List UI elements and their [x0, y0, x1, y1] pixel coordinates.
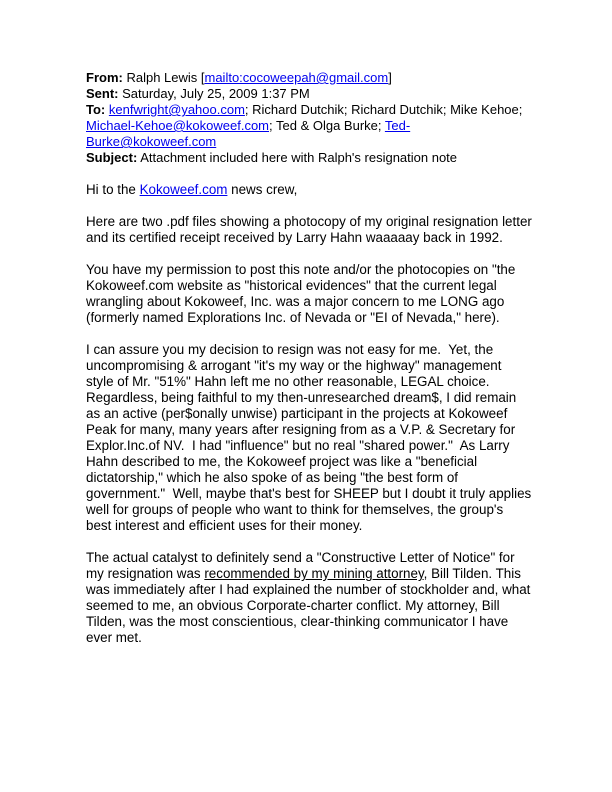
header-field-sent	[86, 86, 532, 102]
text-run: You have my permission to post this note and/or the photocopies on "the Kokoweef.com website as "historical evidences" that the current legal wrangling about Kokoweef, Inc. was a major concern to me LONG ago (formerly named Explorations Inc. of Nevada or "EI of Nevada," here).	[86, 262, 520, 325]
text-run: Saturday, July 25, 2009 1:37 PM	[118, 86, 310, 101]
header-field-from	[86, 70, 532, 86]
text-run: Attachment included here with Ralph's resignation note	[137, 150, 458, 165]
email-link[interactable]: mailto:cocoweepah@gmail.com	[204, 70, 389, 85]
email-paragraph-2	[86, 262, 532, 326]
header-field-label: From:	[86, 70, 123, 85]
text-run: I can assure you my decision to resign was not easy for me. Yet, the uncompromising & arrogant "it's my way or the highway" management style of Mr. "51%" Hahn left me no other reasonable, LEGAL choice. Regardless, being faithful to my then-unresearched dream$, I did remain as an active (per$onally unwise) participant in the projects at Kokoweef Peak for many, many years after resigning from as a V.P. & Secretary for Explor.Inc.of NV. I had "influence" but no real "shared power." As Larry Hahn described to me, the Kokoweef project was like a "beneficial dictatorship," which he also spoke of as being "the best form of government." Well, maybe that's best for SHEEP but I doubt it truly applies well for groups of people who want to think for themselves, the group's best interest and efficient uses for their money.	[86, 342, 535, 533]
email-page	[86, 70, 536, 646]
email-link[interactable]: Michael-Kehoe@kokoweef.com	[86, 118, 270, 133]
header-field-subject	[86, 150, 532, 166]
text-run: , Bill Tilden. This was immediately after I had explained the number of stockholder and, what seemed to me, an obvious Corporate-charter conflict. My attorney, Bill Tilden, was the most conscientious, clear-thinking communicator I have ever met.	[86, 566, 535, 645]
text-run: The actual catalyst to definitely send a "Constructive Letter of Notice" for my resignation was	[86, 550, 519, 581]
text-run: ; Richard Dutchik; Richard Dutchik; Mike Kehoe;	[244, 102, 526, 117]
text-run: ]	[388, 70, 392, 85]
header-field-label: Sent:	[86, 86, 119, 101]
underlined-text: recommended by my mining attorney	[204, 566, 424, 581]
email-paragraph-3	[86, 342, 535, 534]
email-link[interactable]: Kokoweef.com	[139, 182, 228, 197]
header-field-label: To:	[86, 102, 106, 117]
email-link[interactable]: Ted-Burke@kokoweef.com	[86, 118, 411, 149]
email-paragraph-4	[86, 550, 535, 646]
text-run: Hi to the	[86, 182, 140, 197]
email-link[interactable]: kenfwright@yahoo.com	[108, 102, 245, 117]
email-header	[86, 70, 532, 166]
email-paragraph-1	[86, 214, 536, 246]
email-body	[86, 182, 536, 646]
header-field-label: Subject:	[86, 150, 138, 165]
email-greeting	[86, 182, 532, 198]
text-run: Here are two .pdf files showing a photocopy of my original resignation letter and its certified receipt received by Larry Hahn waaaaay back in 1992.	[86, 214, 536, 245]
text-run: Ralph Lewis [	[122, 70, 205, 85]
text-run: news crew,	[227, 182, 298, 197]
text-run: ; Ted & Olga Burke;	[269, 118, 385, 133]
header-field-to	[86, 102, 532, 150]
